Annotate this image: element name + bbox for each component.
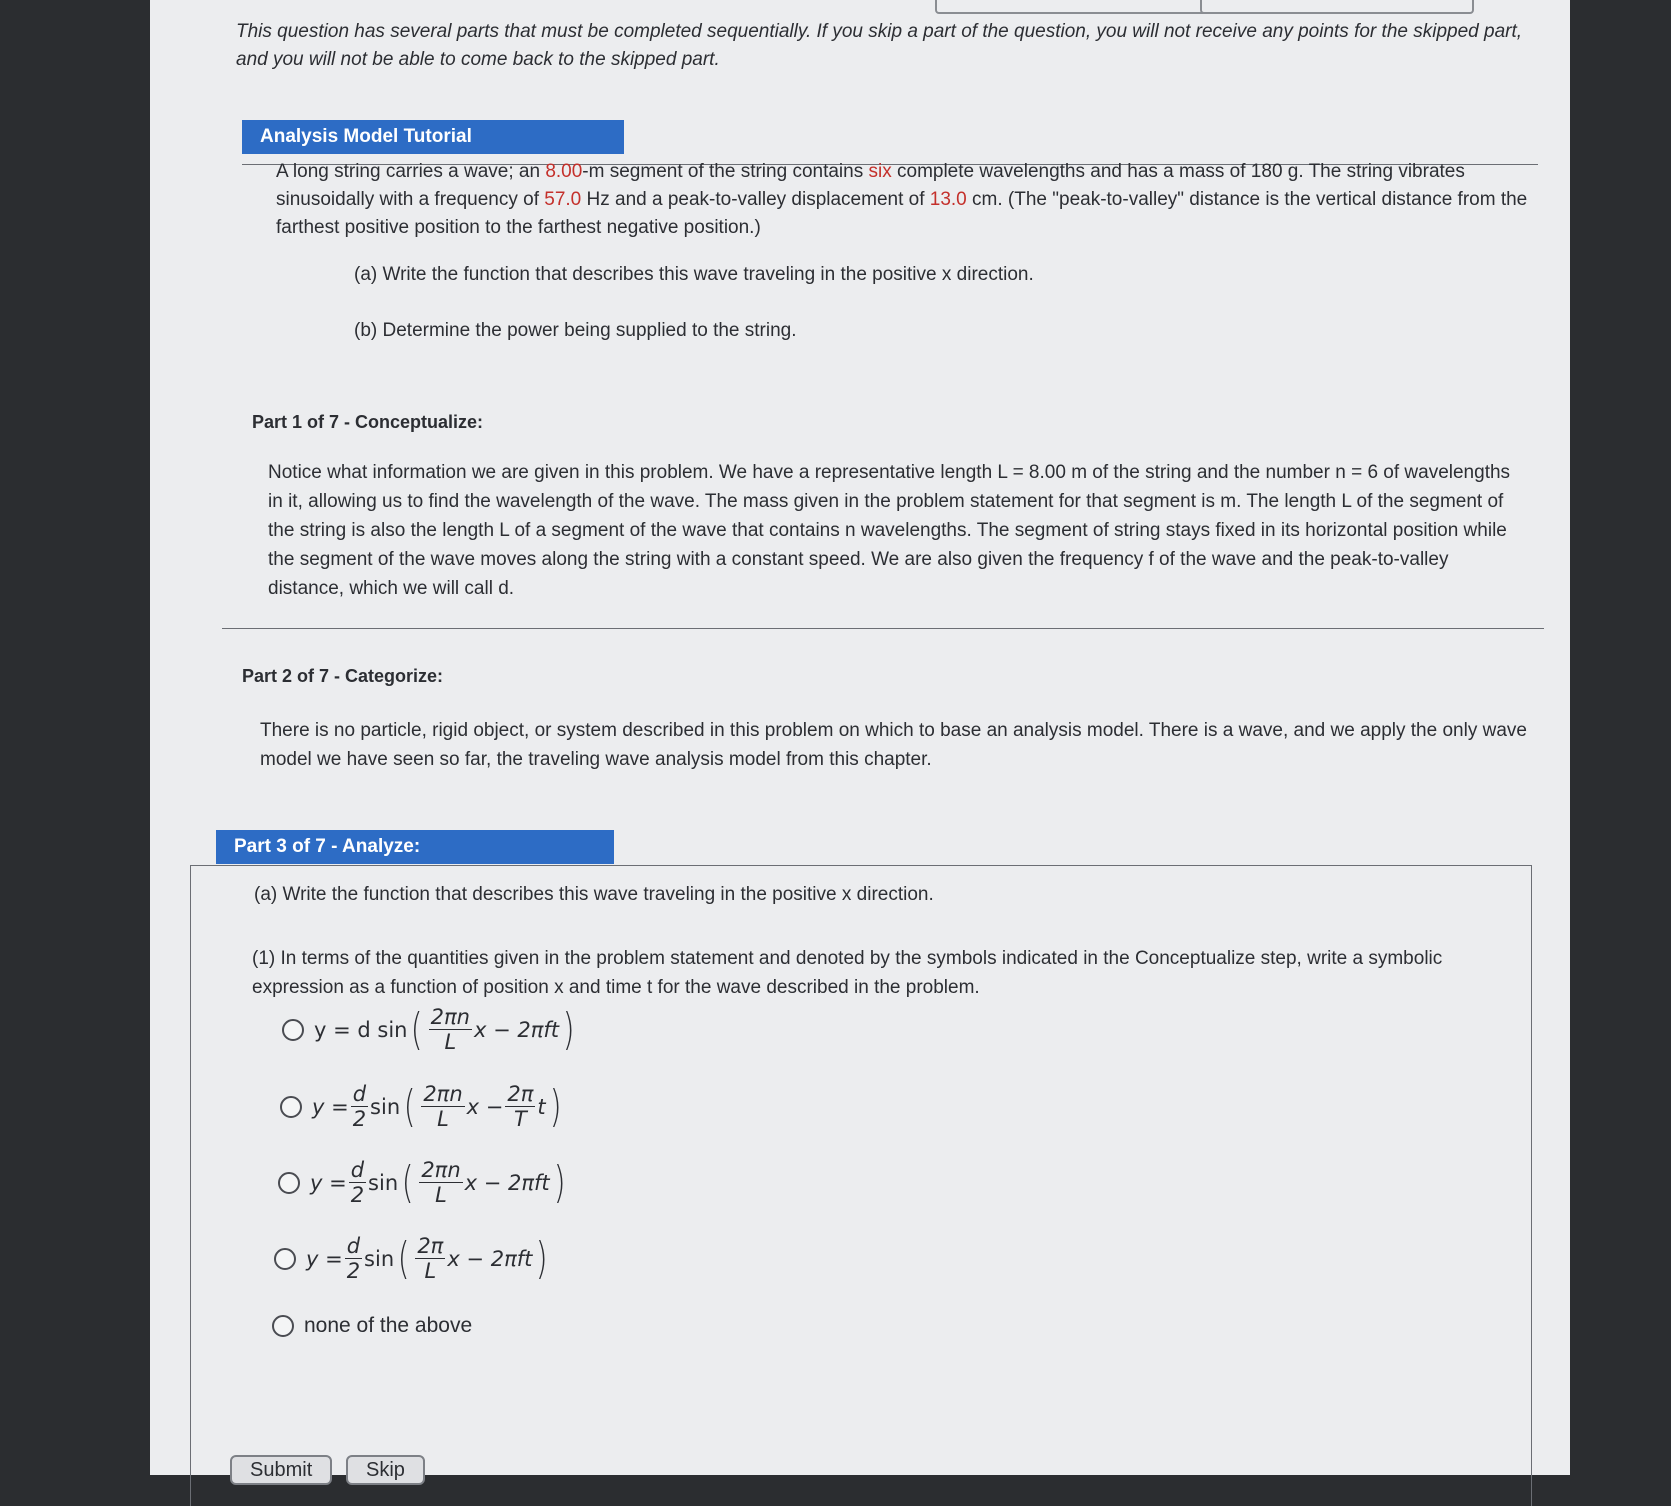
option-2[interactable]: y = $\frac{d}{2}$ sin ( $\frac{2\pi n}{L}$ x − $\frac{2\pi}{T}$ t ): [280, 1082, 565, 1131]
skip-button[interactable]: Skip: [346, 1455, 425, 1485]
option-3-radio[interactable]: [278, 1172, 300, 1194]
part3-title: Part 3 of 7 - Analyze:: [216, 830, 614, 864]
option-1[interactable]: y = d sin ( $\frac{2\pi n}{L}$ x − 2πft ): [282, 1005, 578, 1054]
question-b: (b) Determine the power being supplied to the string.: [354, 320, 797, 341]
part1-text: Notice what information we are given in this problem. We have a representative length L = 8.00 m of the string and the number n = 6 of wavelengths in it, allowing us to find the wavelength of the wave. The mass given in the problem statement for that segment is m. The length L of the segment of the string is also the length L of a segment of the wave that contains n wavelengths. The segment of string stays fixed in its horizontal position while the segment of the wave moves along the string with a constant speed. We are also given the frequency f of the wave and the peak-to-valley distance, which we will call d.: [268, 462, 1511, 599]
question-a: (a) Write the function that describes this wave traveling in the positive x direction.: [354, 264, 1034, 285]
problem-statement: A long string carries a wave; an 8.00-m segment of the string contains six complete wavelengths and has a mass of 180 g. The string vibrates sinusoidally with a frequency of 57.0 Hz and a peak-to-valley displacement of 13.0 cm. (The "peak-to-valley" distance is the vertical distance from the farthest positive position to the farthest negative position.): [276, 161, 1528, 238]
top-tab-2[interactable]: [1200, 0, 1474, 14]
part3-question: (a) Write the function that describes this wave traveling in the positive x direction.: [254, 884, 934, 905]
option-4-radio[interactable]: [274, 1248, 296, 1270]
part2-text: There is no particle, rigid object, or system described in this problem on which to base an analysis model. There is a wave, and we apply the only wave model we have seen so far, the traveling wave analysis model from this chapter.: [260, 720, 1527, 770]
question-page: [150, 0, 1570, 1481]
option-3[interactable]: y = $\frac{d}{2}$ sin ( $\frac{2\pi n}{L}$ x − 2πft ): [278, 1158, 569, 1207]
intro-text: This question has several parts that must be completed sequentially. If you skip a part of the question, you will not receive any points for the skipped part, and you will not be able to come back to the skipped part.: [236, 21, 1523, 70]
divider: [222, 628, 1544, 629]
part3-instruction: (1) In terms of the quantities given in the problem statement and denoted by the symbols indicated in the Conceptualize step, write a symbolic expression as a function of position x and time t for the wave described in the problem.: [252, 948, 1443, 998]
option-4[interactable]: y = $\frac{d}{2}$ sin ( $\frac{2\pi}{L}$ x − 2πft ): [274, 1234, 552, 1283]
top-tab-1[interactable]: [935, 0, 1209, 14]
option-1-radio[interactable]: [282, 1019, 304, 1041]
option-5[interactable]: none of the above: [272, 1314, 472, 1338]
part1-title: Part 1 of 7 - Conceptualize:: [252, 412, 484, 432]
option-2-radio[interactable]: [280, 1096, 302, 1118]
part2-title: Part 2 of 7 - Categorize:: [242, 666, 444, 686]
submit-button[interactable]: Submit: [230, 1455, 332, 1485]
option-5-radio[interactable]: [272, 1315, 294, 1337]
tutorial-title: Analysis Model Tutorial: [242, 120, 624, 154]
